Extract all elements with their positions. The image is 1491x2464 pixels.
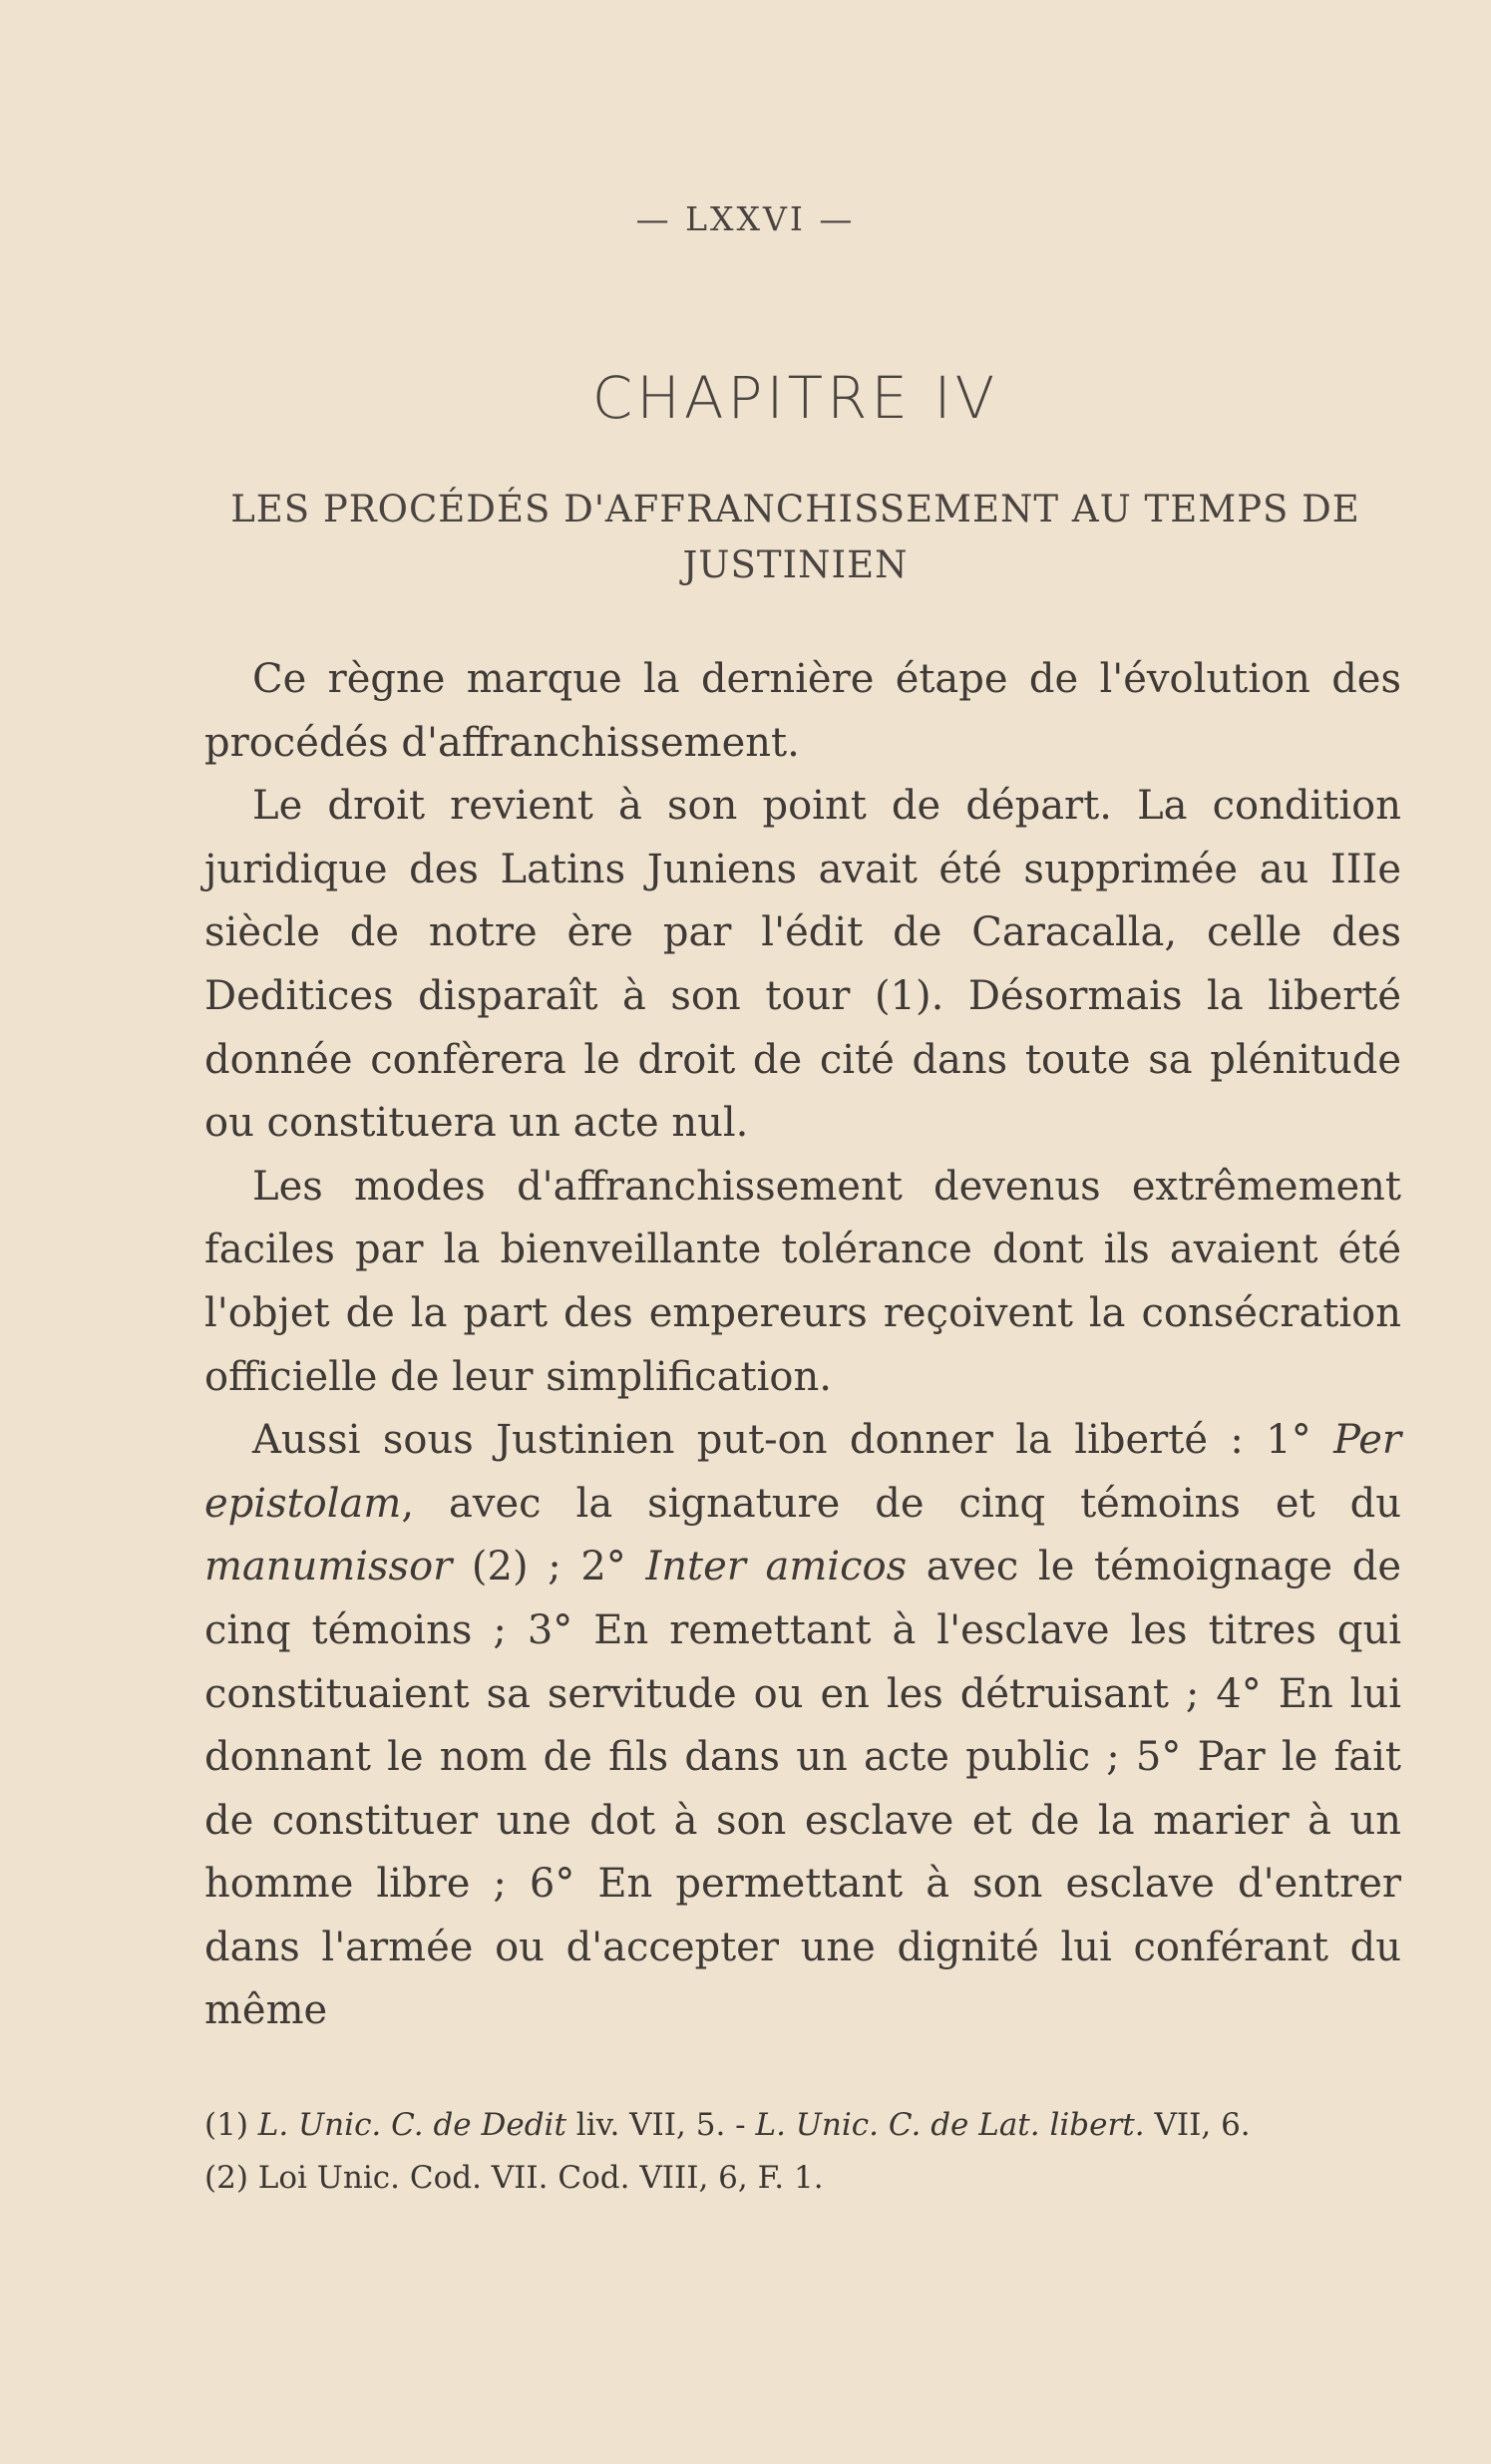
footnote-1-marker: (1) <box>204 2107 258 2143</box>
chapter-subtitle: LES PROCÉDÉS D'AFFRANCHISSEMENT AU TEMPS DE JUSTINIEN <box>230 488 1360 586</box>
footnote-1 <box>204 2099 1401 2152</box>
footnote-1-citation: L. Unic. C. de Lat. libert. <box>755 2107 1145 2143</box>
paragraph-4-text: , avec la signature de cinq témoins et du <box>401 1480 1401 1527</box>
footnote-1-text: liv. VII, 5. - <box>565 2107 756 2143</box>
footnote-1-text: VII, 6. <box>1144 2107 1251 2143</box>
latin-term-per-epistolam: Per epistolam <box>204 1417 1401 1527</box>
paragraph-4-text: (2) ; 2° <box>452 1544 646 1590</box>
chapter-title: CHAPITRE IV <box>591 364 999 432</box>
footnotes <box>204 2099 1401 2205</box>
body-text <box>204 648 1401 2043</box>
paragraph-4 <box>204 1409 1401 2043</box>
paragraph-1: Ce règne marque la dernière étape de l'évolution des procédés d'affranchissement. <box>204 656 1401 766</box>
page-number: — LXXVI — <box>635 199 856 238</box>
latin-term-manumissor: manumissor <box>204 1544 453 1590</box>
paragraph-4-text: Aussi sous Justinien put-on donner la liberté : 1° <box>252 1417 1334 1464</box>
paragraph-3: Les modes d'affranchissement devenus extrêmement faciles par la bienveillante tolérance dont ils avaient été l'objet de la part des empereurs reçoivent la consécration officielle de leur simplification. <box>204 1163 1401 1400</box>
paragraph-4-text: avec le témoignage de cinq témoins ; 3° En remettant à l'esclave les titres qui constituaient sa servitude ou en les détruisant ; 4° En lui donnant le nom de fils dans un acte public ; 5° Par le fait de constituer une dot à son esclave et de la marier à un homme libre ; 6° En permettant à son esclave d'entrer dans l'armée ou d'accepter une dignité lui conférant du même <box>204 1544 1401 2034</box>
footnote-1-citation: L. Unic. C. de Dedit <box>257 2107 566 2143</box>
footnote-2: (2) Loi Unic. Cod. VII. Cod. VIII, 6, F. 1. <box>204 2160 824 2196</box>
paragraph-2: Le droit revient à son point de départ. La condition juridique des Latins Juniens avait été supprimée au IIIe siècle de notre ère par l'édit de Caracalla, celle des Deditices disparaît à son tour (1). Désormais la liberté donnée confèrera le droit de cité dans toute sa plénitude ou constituera un acte nul. <box>204 783 1401 1147</box>
latin-term-inter-amicos: Inter amicos <box>645 1544 908 1590</box>
